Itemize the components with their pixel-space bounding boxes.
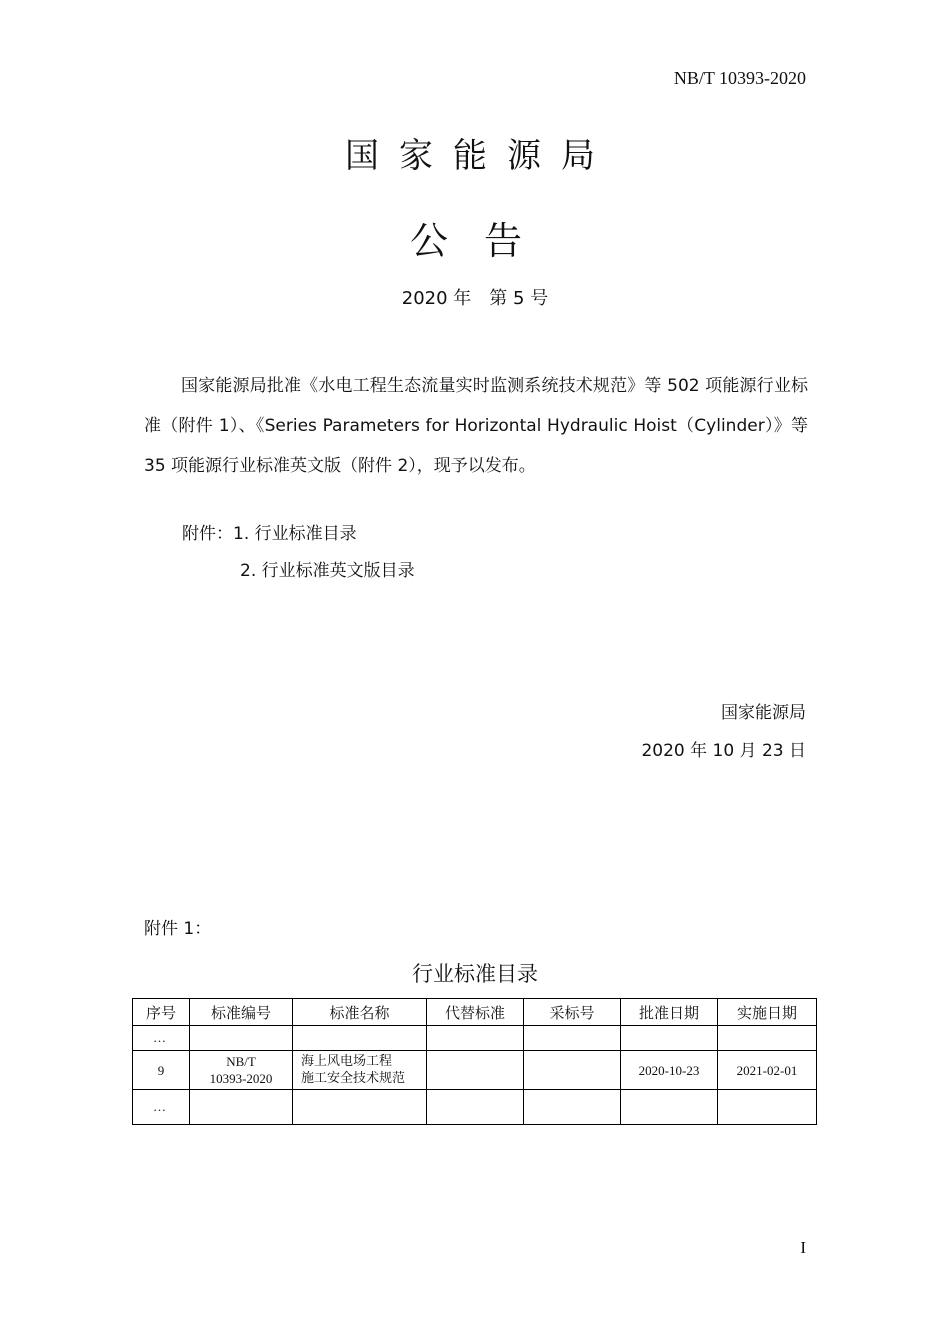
signature-organization: 国家能源局 [721, 703, 806, 723]
ellipsis-cell: … [133, 1090, 190, 1125]
cell-effective-date: 2021-02-01 [718, 1051, 817, 1090]
attachment-list-item-1: 附件：1. 行业标准目录 [182, 524, 357, 544]
attachment-label: 附件 1： [144, 919, 212, 939]
header-replaces: 代替标准 [427, 999, 524, 1026]
table-header-row [133, 999, 817, 1026]
header-approval-date: 批准日期 [621, 999, 718, 1026]
cell-approval-date: 2020-10-23 [621, 1051, 718, 1090]
issue-number: 2020 年 第 5 号 [401, 288, 549, 309]
announcement-body: 国家能源局批准《水电工程生态流量实时监测系统技术规范》等 502 项能源行业标准（附件 1）、《Series Parameters for Horizontal Hydraulic Hoist（Cylinder）》等 35 项能源行业标准英文版（附件 2），现予以发布。 [144, 376, 808, 476]
standard-number: NB/T 10393-2020 [673, 68, 806, 88]
cell-code-line2: 10393-2020 [209, 1071, 273, 1086]
cell-adopted [524, 1051, 621, 1090]
cell-name [293, 1051, 427, 1090]
header-effective-date: 实施日期 [718, 999, 817, 1026]
page-number: I [800, 1238, 806, 1257]
cell-code-line1: NB/T [226, 1054, 256, 1069]
table-row [133, 1051, 817, 1090]
header-code: 标准编号 [190, 999, 293, 1026]
header-seq: 序号 [133, 999, 190, 1026]
notice-title: 公告 [409, 219, 558, 263]
attachment-list-item-2: 2. 行业标准英文版目录 [240, 561, 415, 581]
header-name: 标准名称 [293, 999, 427, 1026]
cell-code [190, 1051, 293, 1090]
table-title: 行业标准目录 [412, 962, 538, 986]
standards-catalog-table [132, 998, 817, 1125]
cell-name-line2: 施工安全技术规范 [301, 1071, 406, 1086]
cell-name-line1: 海上风电场工程 [301, 1054, 393, 1069]
table-row [133, 1026, 817, 1051]
issuing-organization: 国家能源局 [345, 136, 615, 176]
signature-date: 2020 年 10 月 23 日 [641, 741, 806, 761]
cell-seq: 9 [133, 1051, 190, 1090]
ellipsis-cell: … [133, 1026, 190, 1051]
table-row [133, 1090, 817, 1125]
cell-replaces [427, 1051, 524, 1090]
header-adopted: 采标号 [524, 999, 621, 1026]
